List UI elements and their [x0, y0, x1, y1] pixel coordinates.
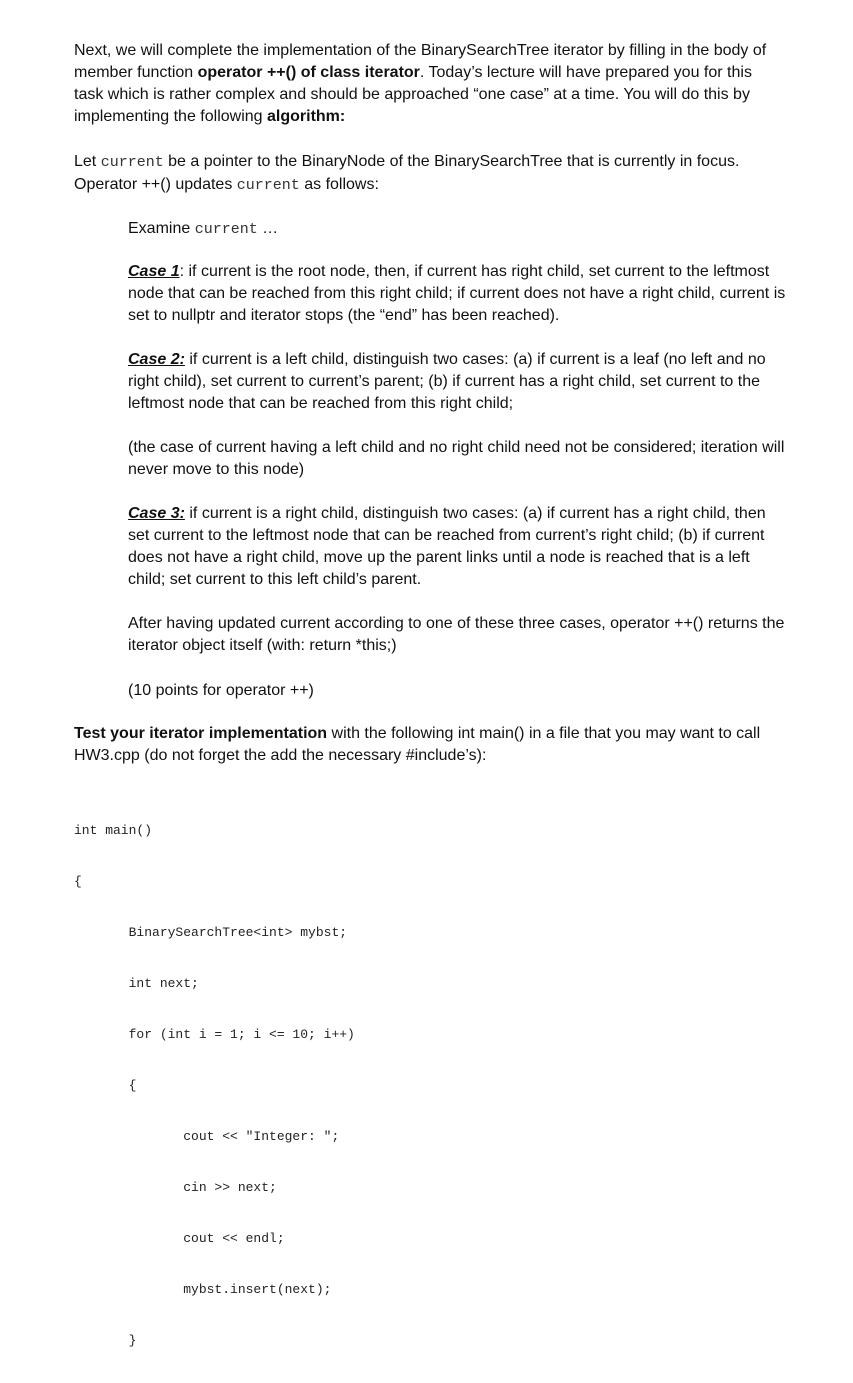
intro-bold-operator: operator ++() of class iterator [197, 64, 420, 81]
test-paragraph [74, 723, 774, 767]
case-2-paragraph [128, 349, 788, 415]
code-line: int main() [74, 823, 153, 838]
case-3-label: Case 3: [128, 505, 185, 522]
case-3-paragraph [128, 503, 788, 591]
code-line: { [74, 874, 82, 889]
case-3-text: if current is a right child, distinguish two cases: (a) if current has a right child, then set current to the leftmost node that can be reached from current’s right child; (b) if current does not have a right child, move up the parent links until a node is reached that is a left child; set current to this left child’s parent. [128, 505, 766, 588]
case-1-paragraph [128, 261, 788, 327]
code-block [74, 788, 355, 1383]
examine-line [128, 218, 788, 241]
case-1-label: Case 1 [128, 263, 180, 280]
code-line: cout << endl; [74, 1231, 285, 1246]
after-paragraph: After having updated current according to one of these three cases, operator ++() returns the iterator object itself (with: return *this;) [128, 615, 785, 654]
examine-ellipsis: … [257, 220, 279, 237]
let-code-current-1: current [100, 154, 164, 171]
intro-bold-algorithm: algorithm: [267, 108, 346, 125]
test-text: with the following int main() in a file that you may want to call HW3.cpp (do not forget the add the necessary #include’s): [74, 725, 761, 764]
let-text-2: be a pointer to the BinaryNode of the BinarySearchTree that is currently in focus. Operator ++() updates [74, 153, 740, 193]
intro-text-2: . Today’s lecture will have prepared you for this task which is rather complex and should be approached “one case” at a time. You will do this by implementing the following [74, 64, 752, 125]
code-line: cin >> next; [74, 1180, 277, 1195]
let-current-paragraph [74, 151, 774, 197]
case-2-label: Case 2: [128, 351, 185, 368]
let-code-current-2: current [236, 177, 300, 194]
intro-text-1: Next, we will complete the implementation of the BinarySearchTree iterator by filling in the body of member function [74, 42, 767, 81]
examine-code-current: current [194, 221, 258, 238]
code-line: for (int i = 1; i <= 10; i++) [74, 1027, 355, 1042]
points-note: (10 points for operator ++) [128, 682, 314, 699]
intro-paragraph [74, 40, 774, 128]
case-2-text: if current is a left child, distinguish two cases: (a) if current is a leaf (no left and no right child), set current to current’s parent; (b) if current has a right child, set current to the leftmost node that can be reached from this right child; [128, 351, 766, 412]
let-text-1: Let [74, 153, 101, 170]
code-line: cout << "Integer: "; [74, 1129, 340, 1144]
test-bold: Test your iterator implementation [74, 725, 328, 742]
let-text-3: as follows: [299, 176, 379, 193]
code-line: mybst.insert(next); [74, 1282, 332, 1297]
code-line: BinarySearchTree<int> mybst; [74, 925, 348, 940]
note-paragraph: (the case of current having a left child and no right child need not be considered; iteration will never move to this node) [128, 439, 785, 478]
code-line: { [74, 1078, 137, 1093]
case-1-colon: : [179, 263, 185, 280]
examine-text: Examine [128, 220, 195, 237]
code-line: int next; [74, 976, 199, 991]
code-line: } [74, 1333, 137, 1348]
case-1-text: if current is the root node, then, if current has right child, set current to the leftmost node that can be reached from this right child; if current does not have a right child, current is set to nullptr and iterator stops (the “end” has been reached). [128, 263, 786, 324]
